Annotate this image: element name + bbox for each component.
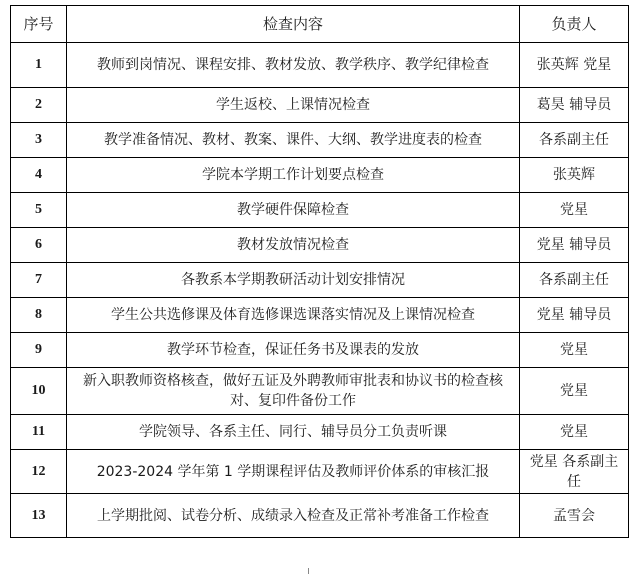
row-content: 教学准备情况、教材、教案、课件、大纲、教学进度表的检查 <box>67 123 520 158</box>
row-owner: 党星 <box>520 368 629 415</box>
row-owner: 党星 <box>520 333 629 368</box>
row-number: 9 <box>11 333 67 368</box>
row-owner: 张英辉 党星 <box>520 43 629 88</box>
row-number: 1 <box>11 43 67 88</box>
row-owner: 孟雪会 <box>520 494 629 538</box>
row-content: 学院本学期工作计划要点检查 <box>67 158 520 193</box>
table-row <box>11 43 629 88</box>
row-content: 学生返校、上课情况检查 <box>67 88 520 123</box>
row-owner: 党星 <box>520 415 629 450</box>
row-content: 教师到岗情况、课程安排、教材发放、教学秩序、教学纪律检查 <box>67 43 520 88</box>
table-row <box>11 368 629 415</box>
row-content: 2023-2024 学年第 1 学期课程评估及教师评价体系的审核汇报 <box>67 450 520 494</box>
row-content: 学院领导、各系主任、同行、辅导员分工负责听课 <box>67 415 520 450</box>
text-cursor <box>308 568 309 574</box>
row-owner: 张英辉 <box>520 158 629 193</box>
row-content: 上学期批阅、试卷分析、成绩录入检查及正常补考准备工作检查 <box>67 494 520 538</box>
row-number: 12 <box>11 450 67 494</box>
row-content: 教材发放情况检查 <box>67 228 520 263</box>
header-content: 检查内容 <box>67 6 520 43</box>
row-content: 新入职教师资格核查，做好五证及外聘教师审批表和协议书的检查核对、复印件备份工作 <box>67 368 520 415</box>
row-number: 10 <box>11 368 67 415</box>
row-number: 3 <box>11 123 67 158</box>
row-owner: 各系副主任 <box>520 263 629 298</box>
row-owner: 党星 <box>520 193 629 228</box>
row-number: 6 <box>11 228 67 263</box>
table-row <box>11 333 629 368</box>
table-row <box>11 123 629 158</box>
header-owner: 负责人 <box>520 6 629 43</box>
table-row <box>11 494 629 538</box>
table-row <box>11 193 629 228</box>
table-row <box>11 158 629 193</box>
table-row <box>11 263 629 298</box>
row-owner: 党星 辅导员 <box>520 228 629 263</box>
table-row <box>11 228 629 263</box>
row-content: 各教系本学期教研活动计划安排情况 <box>67 263 520 298</box>
header-number: 序号 <box>11 6 67 43</box>
row-number: 7 <box>11 263 67 298</box>
row-number: 4 <box>11 158 67 193</box>
table-row <box>11 450 629 494</box>
row-number: 13 <box>11 494 67 538</box>
table-header-row <box>11 6 629 43</box>
row-owner: 党星 各系副主任 <box>520 450 629 494</box>
row-owner: 党星 辅导员 <box>520 298 629 333</box>
row-content: 学生公共选修课及体育选修课选课落实情况及上课情况检查 <box>67 298 520 333</box>
row-content: 教学硬件保障检查 <box>67 193 520 228</box>
table-row <box>11 88 629 123</box>
row-owner: 各系副主任 <box>520 123 629 158</box>
row-content: 教学环节检查，保证任务书及课表的发放 <box>67 333 520 368</box>
row-number: 8 <box>11 298 67 333</box>
row-number: 11 <box>11 415 67 450</box>
table-row <box>11 415 629 450</box>
inspection-table <box>10 5 629 538</box>
row-owner: 葛昊 辅导员 <box>520 88 629 123</box>
row-number: 2 <box>11 88 67 123</box>
table-row <box>11 298 629 333</box>
row-number: 5 <box>11 193 67 228</box>
